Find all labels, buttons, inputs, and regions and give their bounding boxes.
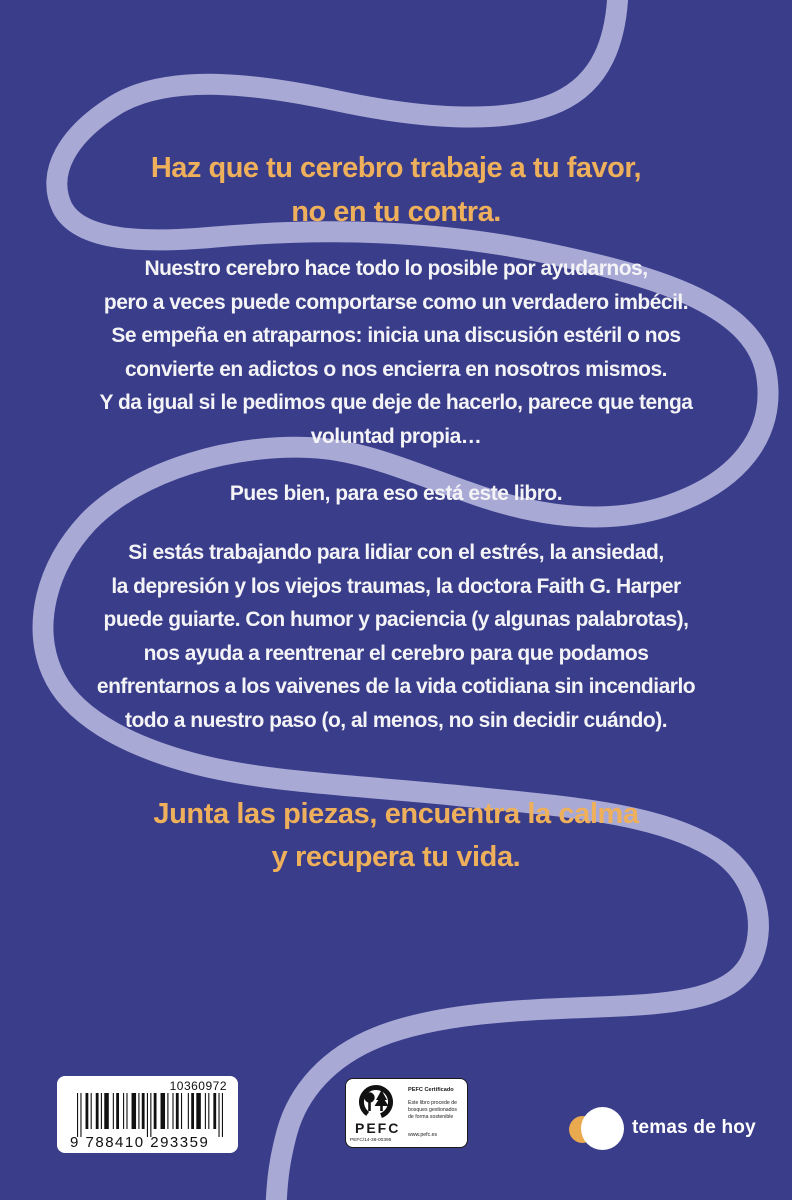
pefc-text-block xyxy=(408,1087,464,1121)
publisher-name: temas de hoy xyxy=(632,1117,756,1138)
paragraph-1-line: pero a veces puede comportarse como un verdadero imbécil. xyxy=(103,290,689,314)
headline-line1: Haz que tu cerebro trabaje a tu favor, xyxy=(150,152,642,184)
paragraph-1 xyxy=(0,252,792,453)
barcode-isbn-digits: 9 788410 293359 xyxy=(70,1134,210,1151)
pefc-description-line: bosques gestionados xyxy=(408,1107,458,1113)
paragraph-2-line: enfrentarnos a los vaivenes de la vida cotidiana sin incendiarlo xyxy=(96,675,696,698)
paragraph-1-line: Y da igual si le pedimos que deje de hacerlo, parece que tenga xyxy=(99,391,693,414)
paragraph-2-line: todo a nuestro paso (o, al menos, no sin decidir cuándo). xyxy=(124,708,668,732)
paragraph-2 xyxy=(0,536,792,737)
standalone-sentence xyxy=(0,477,792,510)
headline-line2: no en tu contra. xyxy=(291,196,501,228)
barcode-upper-number: 10360972 xyxy=(169,1079,227,1093)
white-circle-icon xyxy=(581,1107,624,1150)
pefc-description-line: de forma sostenible xyxy=(408,1114,454,1120)
closing-line1: Junta las piezas, encuentra la calma xyxy=(153,798,639,830)
standalone-sentence-text: Pues bien, para eso está este libro. xyxy=(229,482,563,505)
barcode-label xyxy=(57,1076,238,1153)
paragraph-1-line: voluntad propia… xyxy=(310,424,482,448)
headline xyxy=(0,146,792,234)
barcode-icon xyxy=(77,1093,227,1137)
pefc-url: www.pefc.es xyxy=(408,1132,438,1138)
paragraph-1-line: convierte en adictos o nos encierra en nosotros mismos. xyxy=(124,357,667,381)
pefc-wordmark: PEFC xyxy=(355,1120,401,1136)
pefc-title: PEFC Certificado xyxy=(408,1087,454,1093)
paragraph-2-line: Si estás trabajando para lidiar con el estrés, la ansiedad, xyxy=(128,541,664,564)
closing-tagline xyxy=(0,793,792,879)
pefc-license-number: PEFC/14-38-00395 xyxy=(350,1138,392,1143)
pefc-certificate xyxy=(345,1078,468,1148)
closing-line2: y recupera tu vida. xyxy=(271,841,521,873)
paragraph-2-line: nos ayuda a reentrenar el cerebro para que podamos xyxy=(143,641,649,665)
paragraph-1-line: Nuestro cerebro hace todo lo posible por ayudarnos, xyxy=(144,257,648,280)
pefc-trees-icon xyxy=(353,1084,401,1120)
paragraph-1-line: Se empeña en atraparnos: inicia una discusión estéril o nos xyxy=(111,324,681,347)
paragraph-2-line: la depresión y los viejos traumas, la doctora Faith G. Harper xyxy=(111,574,681,598)
paragraph-2-line: puede guiarte. Con humor y paciencia (y algunas palabrotas), xyxy=(103,608,689,631)
pefc-description-line: Este libro procede de xyxy=(408,1100,458,1106)
